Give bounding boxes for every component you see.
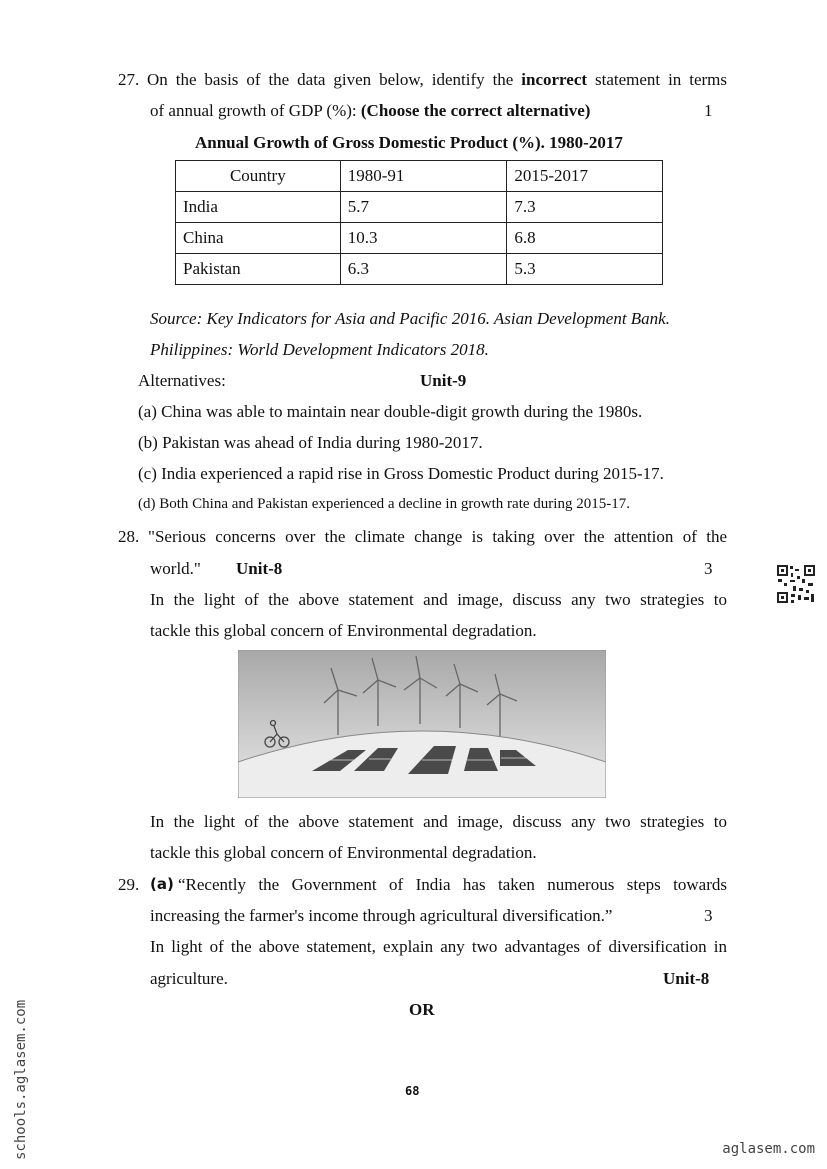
source-line2: Philippines: World Development Indicators 2018. xyxy=(150,340,489,359)
q28-line2: world." xyxy=(150,559,201,578)
q27-unit: Unit-9 xyxy=(420,371,467,390)
table-header-cell: 1980-91 xyxy=(340,161,507,192)
q28-unit: Unit-8 xyxy=(236,559,283,578)
q27-marks: 1 xyxy=(704,101,713,120)
source-line1: Source: Key Indicators for Asia and Pacific 2016. Asian Development Bank. xyxy=(150,309,670,328)
table-cell: 5.3 xyxy=(507,254,663,285)
table-cell: 7.3 xyxy=(507,192,663,223)
bottom-watermark: aglasem.com xyxy=(722,1141,815,1157)
table-row xyxy=(176,192,663,223)
side-watermark: schools.aglasem.com xyxy=(13,999,29,1160)
q28-repeat-line2: tackle this global concern of Environmental degradation. xyxy=(150,843,537,862)
q29-line2: increasing the farmer's income through agricultural diversification.” xyxy=(150,906,613,925)
page-number: 68 xyxy=(405,1084,420,1098)
q28-prompt-line2: tackle this global concern of Environmental degradation. xyxy=(150,621,537,640)
q29-number: 29. xyxy=(118,875,140,894)
environment-image xyxy=(238,650,606,798)
alternatives-label: Alternatives: xyxy=(138,371,226,390)
q29-unit: Unit-8 xyxy=(663,969,710,988)
q28-marks: 3 xyxy=(704,559,713,578)
q29-marks: 3 xyxy=(704,906,713,925)
q28-line1: "Serious concerns over the climate change is taking over the attention of the xyxy=(148,527,727,546)
option-b: (b) Pakistan was ahead of India during 1980-2017. xyxy=(138,433,483,452)
wind-solar-illustration xyxy=(238,650,606,798)
table-cell: India xyxy=(176,192,341,223)
table-cell: 6.8 xyxy=(507,223,663,254)
gdp-table xyxy=(175,160,663,285)
table-cell: 5.7 xyxy=(340,192,507,223)
table-header-cell: Country xyxy=(176,161,341,192)
q29-part: (a) xyxy=(150,875,174,893)
or-label: OR xyxy=(409,1000,435,1019)
q27-line2: of annual growth of GDP (%): (Choose the correct alternative) xyxy=(150,101,591,120)
table-header-cell: 2015-2017 xyxy=(507,161,663,192)
q29-line1: “Recently the Government of India has taken numerous steps towards xyxy=(178,875,727,894)
q28-number: 28. xyxy=(118,527,140,546)
table-row xyxy=(176,223,663,254)
option-d: (d) Both China and Pakistan experienced a decline in growth rate during 2015-17. xyxy=(138,496,630,512)
table-cell: Pakistan xyxy=(176,254,341,285)
qr-code-icon xyxy=(776,564,816,604)
table-row xyxy=(176,254,663,285)
table-cell: 10.3 xyxy=(340,223,507,254)
option-c: (c) India experienced a rapid rise in Gross Domestic Product during 2015-17. xyxy=(138,464,664,483)
table-header-row xyxy=(176,161,663,192)
q29-line3: In light of the above statement, explain any two advantages of diversification in xyxy=(150,937,727,956)
q27-number: 27. xyxy=(118,70,140,89)
table-cell: 6.3 xyxy=(340,254,507,285)
table-cell: China xyxy=(176,223,341,254)
q27-line1: On the basis of the data given below, identify the incorrect statement in terms xyxy=(147,70,727,89)
q29-line4: agriculture. xyxy=(150,969,228,988)
table-title: Annual Growth of Gross Domestic Product (%). 1980-2017 xyxy=(195,133,623,152)
q28-prompt-line1: In the light of the above statement and image, discuss any two strategies to xyxy=(150,590,727,609)
option-a: (a) China was able to maintain near double-digit growth during the 1980s. xyxy=(138,402,643,421)
q28-repeat-line1: In the light of the above statement and image, discuss any two strategies to xyxy=(150,812,727,831)
